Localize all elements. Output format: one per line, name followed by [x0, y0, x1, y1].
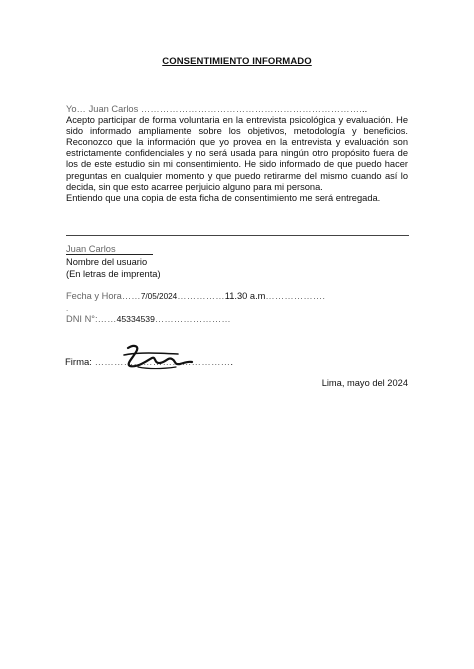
yo-line — [66, 104, 408, 115]
yo-trailing-dots: ……………………………………………………………. — [140, 104, 363, 114]
dni-number: 45334539 — [116, 314, 155, 324]
time-value: 11.30 a.m — [224, 291, 266, 301]
handwritten-signature — [118, 342, 198, 372]
user-name-line — [66, 244, 153, 255]
stray-mark: . — [66, 304, 69, 313]
date-dots-c: ………………. — [265, 291, 326, 301]
dni-dots-a: …… — [97, 314, 117, 324]
signature-label: Firma: — [65, 357, 92, 368]
date-dots-a: …… — [121, 291, 141, 301]
date-label: Fecha y Hora — [66, 291, 122, 301]
date-time-line — [66, 291, 325, 302]
signature-end: . — [230, 357, 234, 368]
consent-body — [66, 104, 408, 204]
consent-paragraph-2: Entiendo que una copia de esta ficha de consentimiento me será entregada. — [66, 192, 381, 203]
yo-prefix: Yo — [66, 104, 77, 114]
place-date: Lima, mayo del 2024 — [321, 378, 408, 388]
date-dots-b: …………… — [177, 291, 225, 301]
dni-label: DNI N°: — [66, 314, 98, 324]
user-name: Juan Carlos — [66, 244, 153, 255]
yo-leader: … — [76, 104, 87, 114]
document-title: CONSENTIMIENTO INFORMADO — [162, 56, 312, 67]
yo-end: .. — [362, 104, 368, 114]
user-name-hint: (En letras de imprenta) — [66, 269, 161, 279]
section-divider — [66, 235, 409, 236]
dni-dots-b: …………………… — [154, 314, 231, 324]
date-value: 7/05/2024 — [140, 292, 178, 301]
user-name-label: Nombre del usuario — [66, 257, 148, 267]
dni-line — [66, 314, 231, 325]
consent-paragraph-1: Acepto participar de forma voluntaria en la entrevista psicológica y evaluación. He sido informado ampliamente sobre los objetivos, metodología y beneficios. Reconozco que la información que yo provea en la entrevista y evaluación son estrictamente confidenciales y no será usada para ningún otro propósito fuera de los de este estudio sin mi consentimiento. He sido informado de que puedo hacer preguntas en cualquier momento y que puedo retirarme del mismo cuando así lo decida, sin que esto acarree perjuicio alguno para mi persona. — [66, 115, 408, 192]
signature-dots: …………………………………… — [94, 357, 231, 368]
participant-name: Juan Carlos — [88, 104, 139, 114]
